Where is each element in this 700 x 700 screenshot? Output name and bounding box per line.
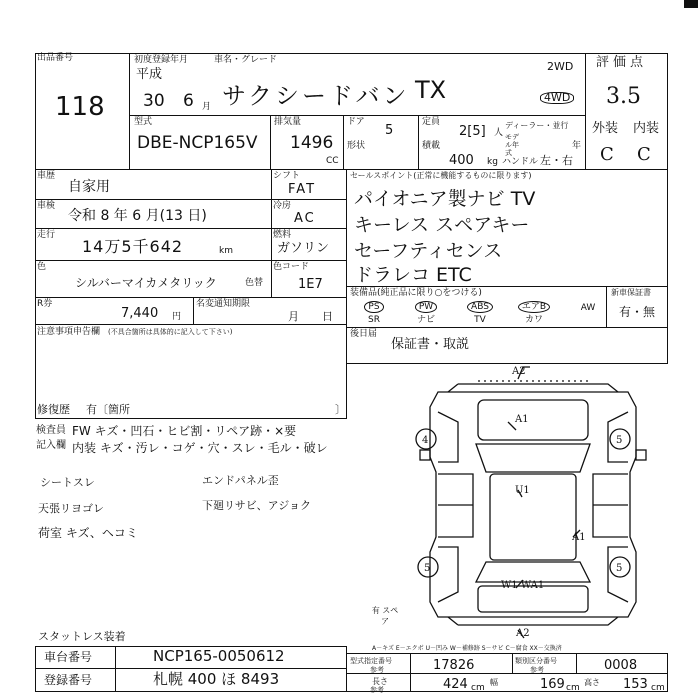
ref-label-3: 参考 bbox=[370, 686, 384, 694]
km-unit: km bbox=[219, 246, 233, 256]
mark-hood: A1 bbox=[515, 414, 529, 425]
lot-label: 出品番号 bbox=[37, 53, 74, 63]
equip-sr: SR bbox=[368, 315, 380, 325]
handle: 左・右 bbox=[540, 154, 573, 167]
equip-airbag bbox=[512, 301, 556, 313]
type-approval-label: 型式指定番号 bbox=[350, 657, 392, 665]
left-front-fender bbox=[438, 412, 458, 462]
exterior-grade: C bbox=[600, 144, 614, 165]
drive-4wd bbox=[540, 92, 574, 104]
header-v2 bbox=[343, 115, 344, 170]
history: 自家用 bbox=[68, 179, 110, 195]
shift: FAT bbox=[288, 182, 317, 197]
equipment-label: 装備品(純正品に限り○をつける) bbox=[350, 288, 482, 298]
capacity-label: 定員 bbox=[422, 117, 441, 127]
spec-v3 bbox=[576, 653, 577, 673]
width-unit: cm bbox=[566, 683, 580, 693]
spare-mark: 有 スペア bbox=[371, 606, 399, 626]
reg-date-label: 初度登録年月 bbox=[134, 55, 189, 65]
selling-points-label: セールスポイント(正常に機能するものに限ります) bbox=[350, 171, 532, 180]
right-mirror bbox=[636, 450, 646, 460]
recycle-label: R券 bbox=[37, 299, 53, 309]
mileage-label: 走行 bbox=[37, 230, 56, 240]
selling-point-2: キーレス スペアキー bbox=[354, 214, 530, 236]
ac: AC bbox=[294, 211, 316, 226]
handle-label: ハンドル bbox=[502, 157, 539, 167]
spec-v2 bbox=[512, 653, 513, 673]
fuel: ガソリン bbox=[277, 241, 330, 256]
selling-point-4: ドラレコ ETC bbox=[354, 264, 472, 286]
inspector-line1: FW キズ・凹石・ヒビ割・リペア跡・×要 bbox=[72, 424, 297, 438]
equip-abs bbox=[458, 301, 502, 313]
note-3: 荷室 キズ、ヘコミ bbox=[38, 526, 138, 540]
rear-bumper bbox=[448, 617, 618, 625]
month-label: 月 bbox=[288, 310, 299, 323]
equip-pw-label: PW bbox=[415, 301, 437, 313]
chassis-row bbox=[35, 668, 347, 669]
header-v3 bbox=[418, 115, 419, 170]
rear-glass bbox=[476, 562, 590, 582]
load-label: 積載 bbox=[422, 141, 441, 151]
nenkin-label: 名変通知期限 bbox=[196, 299, 251, 309]
mark-wheel-fr: 5 bbox=[616, 435, 623, 446]
evaluation-box bbox=[585, 53, 668, 170]
front-bumper bbox=[448, 384, 618, 392]
history-row1 bbox=[35, 199, 272, 200]
doors: 5 bbox=[385, 123, 394, 138]
dealer-label: ディーラー・並行 bbox=[505, 121, 569, 130]
recycle-amount: 7,440 bbox=[121, 306, 159, 321]
width: 169 bbox=[540, 677, 565, 692]
notes-sub: (不具合箇所は具体的に記入して下さい) bbox=[108, 328, 233, 336]
diagram-legend: A－キズ E－エクボ U－凹み W－補修跡 S－サビ C－腐食 XX－交換済 bbox=[372, 645, 562, 652]
load: 400 bbox=[449, 153, 474, 168]
plate-label: 登録番号 bbox=[44, 673, 93, 687]
warranty-label: 新車保証書 bbox=[611, 288, 651, 297]
color-code: 1E7 bbox=[298, 277, 323, 292]
chassis-divider bbox=[115, 646, 116, 692]
selling-point-1: パイオニア製ナビ TV bbox=[354, 188, 536, 210]
capacity: 2[5] bbox=[459, 124, 486, 139]
color-label: 色 bbox=[37, 262, 47, 272]
shape-label: 形状 bbox=[347, 141, 366, 151]
left-rear-fender bbox=[438, 547, 458, 602]
displacement: 1496 bbox=[290, 133, 334, 153]
displacement-label: 排気量 bbox=[274, 117, 302, 127]
warranty-opts: 有・無 bbox=[619, 305, 656, 319]
class-no: 0008 bbox=[604, 658, 638, 673]
length: 424 bbox=[443, 677, 468, 692]
model-year-label: モデル年式 bbox=[505, 133, 519, 157]
model-code: DBE-NCP165V bbox=[137, 133, 258, 153]
plate: 札幌 400 ほ 8493 bbox=[153, 670, 280, 688]
day-label: 日 bbox=[322, 310, 333, 323]
reg-year: 30 bbox=[143, 91, 165, 111]
car-damage-diagram bbox=[398, 362, 668, 647]
shift-row2 bbox=[271, 228, 347, 229]
inspector-line2: 内装 キズ・汚レ・コゲ・穴・スレ・毛ル・破レ bbox=[72, 441, 328, 455]
class-label: 類別区分番号 bbox=[515, 657, 557, 665]
fuel-label: 燃料 bbox=[273, 230, 292, 240]
mark-wheel-rl: 5 bbox=[424, 563, 431, 574]
equip-pw bbox=[404, 301, 448, 313]
mark-rear-bumper: A2 bbox=[516, 628, 530, 639]
equip-abs-label: ABS bbox=[467, 301, 493, 313]
mileage: 14万5千642 bbox=[82, 237, 184, 256]
repair-label: 修復歴 bbox=[37, 403, 70, 416]
length-unit: cm bbox=[471, 683, 485, 693]
equip-aw: AW bbox=[580, 303, 596, 313]
selling-point-3: セーフティセンス bbox=[354, 240, 503, 262]
length-label: 長さ bbox=[372, 677, 388, 686]
after-value: 保証書・取説 bbox=[391, 337, 470, 352]
entry-label: 記入欄 bbox=[36, 440, 66, 451]
color-divider bbox=[271, 260, 272, 298]
mark-tailgate: W1 WA1 bbox=[501, 580, 545, 591]
type-approval: 17826 bbox=[433, 658, 475, 673]
exterior-label: 外装 bbox=[592, 121, 619, 136]
model-grade-label: 車名・グレード bbox=[214, 55, 278, 65]
note-1: シートスレ bbox=[40, 476, 95, 489]
doors-label: ドア bbox=[347, 117, 365, 127]
mark-front-bumper: A2 bbox=[512, 366, 526, 377]
history-row2 bbox=[35, 228, 272, 229]
color-code-label: 色コード bbox=[273, 262, 310, 272]
repair-close: 〕 bbox=[335, 403, 346, 416]
mark-roof: U1 bbox=[515, 485, 530, 496]
equip-tv: TV bbox=[474, 315, 486, 325]
notes-label: 注意事項申告欄 bbox=[37, 327, 101, 337]
equip-navi: ナビ bbox=[416, 315, 435, 325]
model-code-label: 型式 bbox=[134, 117, 153, 127]
history-label: 車歴 bbox=[37, 171, 56, 181]
header-divider bbox=[129, 115, 586, 116]
spec-row bbox=[346, 673, 668, 674]
chassis-label: 車台番号 bbox=[44, 650, 93, 664]
height: 153 bbox=[623, 677, 648, 692]
mark-wheel-fl: 4 bbox=[422, 435, 429, 446]
equip-airbag-label: エアB bbox=[518, 301, 550, 313]
interior-label: 内装 bbox=[633, 121, 660, 136]
ref-label-2: 参考 bbox=[530, 666, 544, 674]
ref-label-1: 参考 bbox=[370, 666, 384, 674]
kg-unit: kg bbox=[487, 157, 498, 167]
equip-leather: カワ bbox=[524, 315, 543, 325]
shift-label: シフト bbox=[273, 171, 301, 181]
month-unit: 月 bbox=[202, 102, 212, 112]
header-v1 bbox=[270, 115, 271, 170]
color-no-label: 色替 bbox=[245, 278, 264, 288]
after-label: 後日届 bbox=[350, 329, 378, 339]
chassis: NCP165-0050612 bbox=[153, 647, 285, 665]
note-4: エンドパネル歪 bbox=[202, 474, 279, 487]
note-6: スタットレス装着 bbox=[38, 630, 126, 643]
inspection: 令和 8 年 6 月(13 日) bbox=[68, 208, 207, 224]
note-5: 下廻リサビ、アジョク bbox=[202, 499, 312, 512]
spec-v1 bbox=[410, 653, 411, 692]
roof-panel bbox=[490, 474, 576, 560]
car-name: サクシードバン bbox=[222, 82, 410, 110]
score: 3.5 bbox=[606, 84, 641, 109]
windshield bbox=[476, 444, 590, 472]
drive-2wd: 2WD bbox=[547, 60, 574, 73]
evaluation-label: 評価点 bbox=[596, 55, 648, 70]
grade: TX bbox=[415, 76, 447, 104]
color: シルバーマイカメタリック bbox=[75, 276, 217, 290]
year-suffix: 年 bbox=[572, 141, 582, 151]
mark-right-door: A1 bbox=[572, 532, 586, 543]
equip-ps bbox=[352, 301, 396, 313]
mark-wheel-rr: 5 bbox=[616, 563, 623, 574]
inspection-label: 車検 bbox=[37, 201, 56, 211]
left-mirror bbox=[420, 450, 430, 460]
repair-value: 有〔箇所 bbox=[86, 403, 130, 416]
right-rear-fender bbox=[608, 547, 628, 602]
equip-ps-label: PS bbox=[364, 301, 383, 313]
era: 平成 bbox=[136, 67, 163, 82]
height-unit: cm bbox=[651, 683, 665, 693]
reg-month: 6 bbox=[183, 91, 194, 111]
width-label: 幅 bbox=[490, 678, 498, 687]
inspector-label: 検査員 bbox=[36, 425, 66, 436]
corner-mark bbox=[684, 0, 698, 8]
cc-unit: CC bbox=[326, 156, 339, 166]
hood-panel bbox=[478, 400, 588, 440]
lot-number: 118 bbox=[55, 92, 105, 122]
drive-4wd-selected: 4WD bbox=[540, 92, 574, 104]
ac-label: 冷房 bbox=[273, 201, 292, 211]
shift-row1 bbox=[271, 199, 347, 200]
recycle-box bbox=[35, 297, 347, 325]
notes-box bbox=[35, 324, 347, 419]
person-unit: 人 bbox=[494, 128, 504, 138]
note-2: 天張リヨゴレ bbox=[38, 502, 104, 515]
interior-grade: C bbox=[637, 144, 651, 165]
yen-unit: 円 bbox=[172, 312, 182, 322]
recycle-divider bbox=[193, 297, 194, 325]
height-label: 高さ bbox=[584, 678, 600, 687]
